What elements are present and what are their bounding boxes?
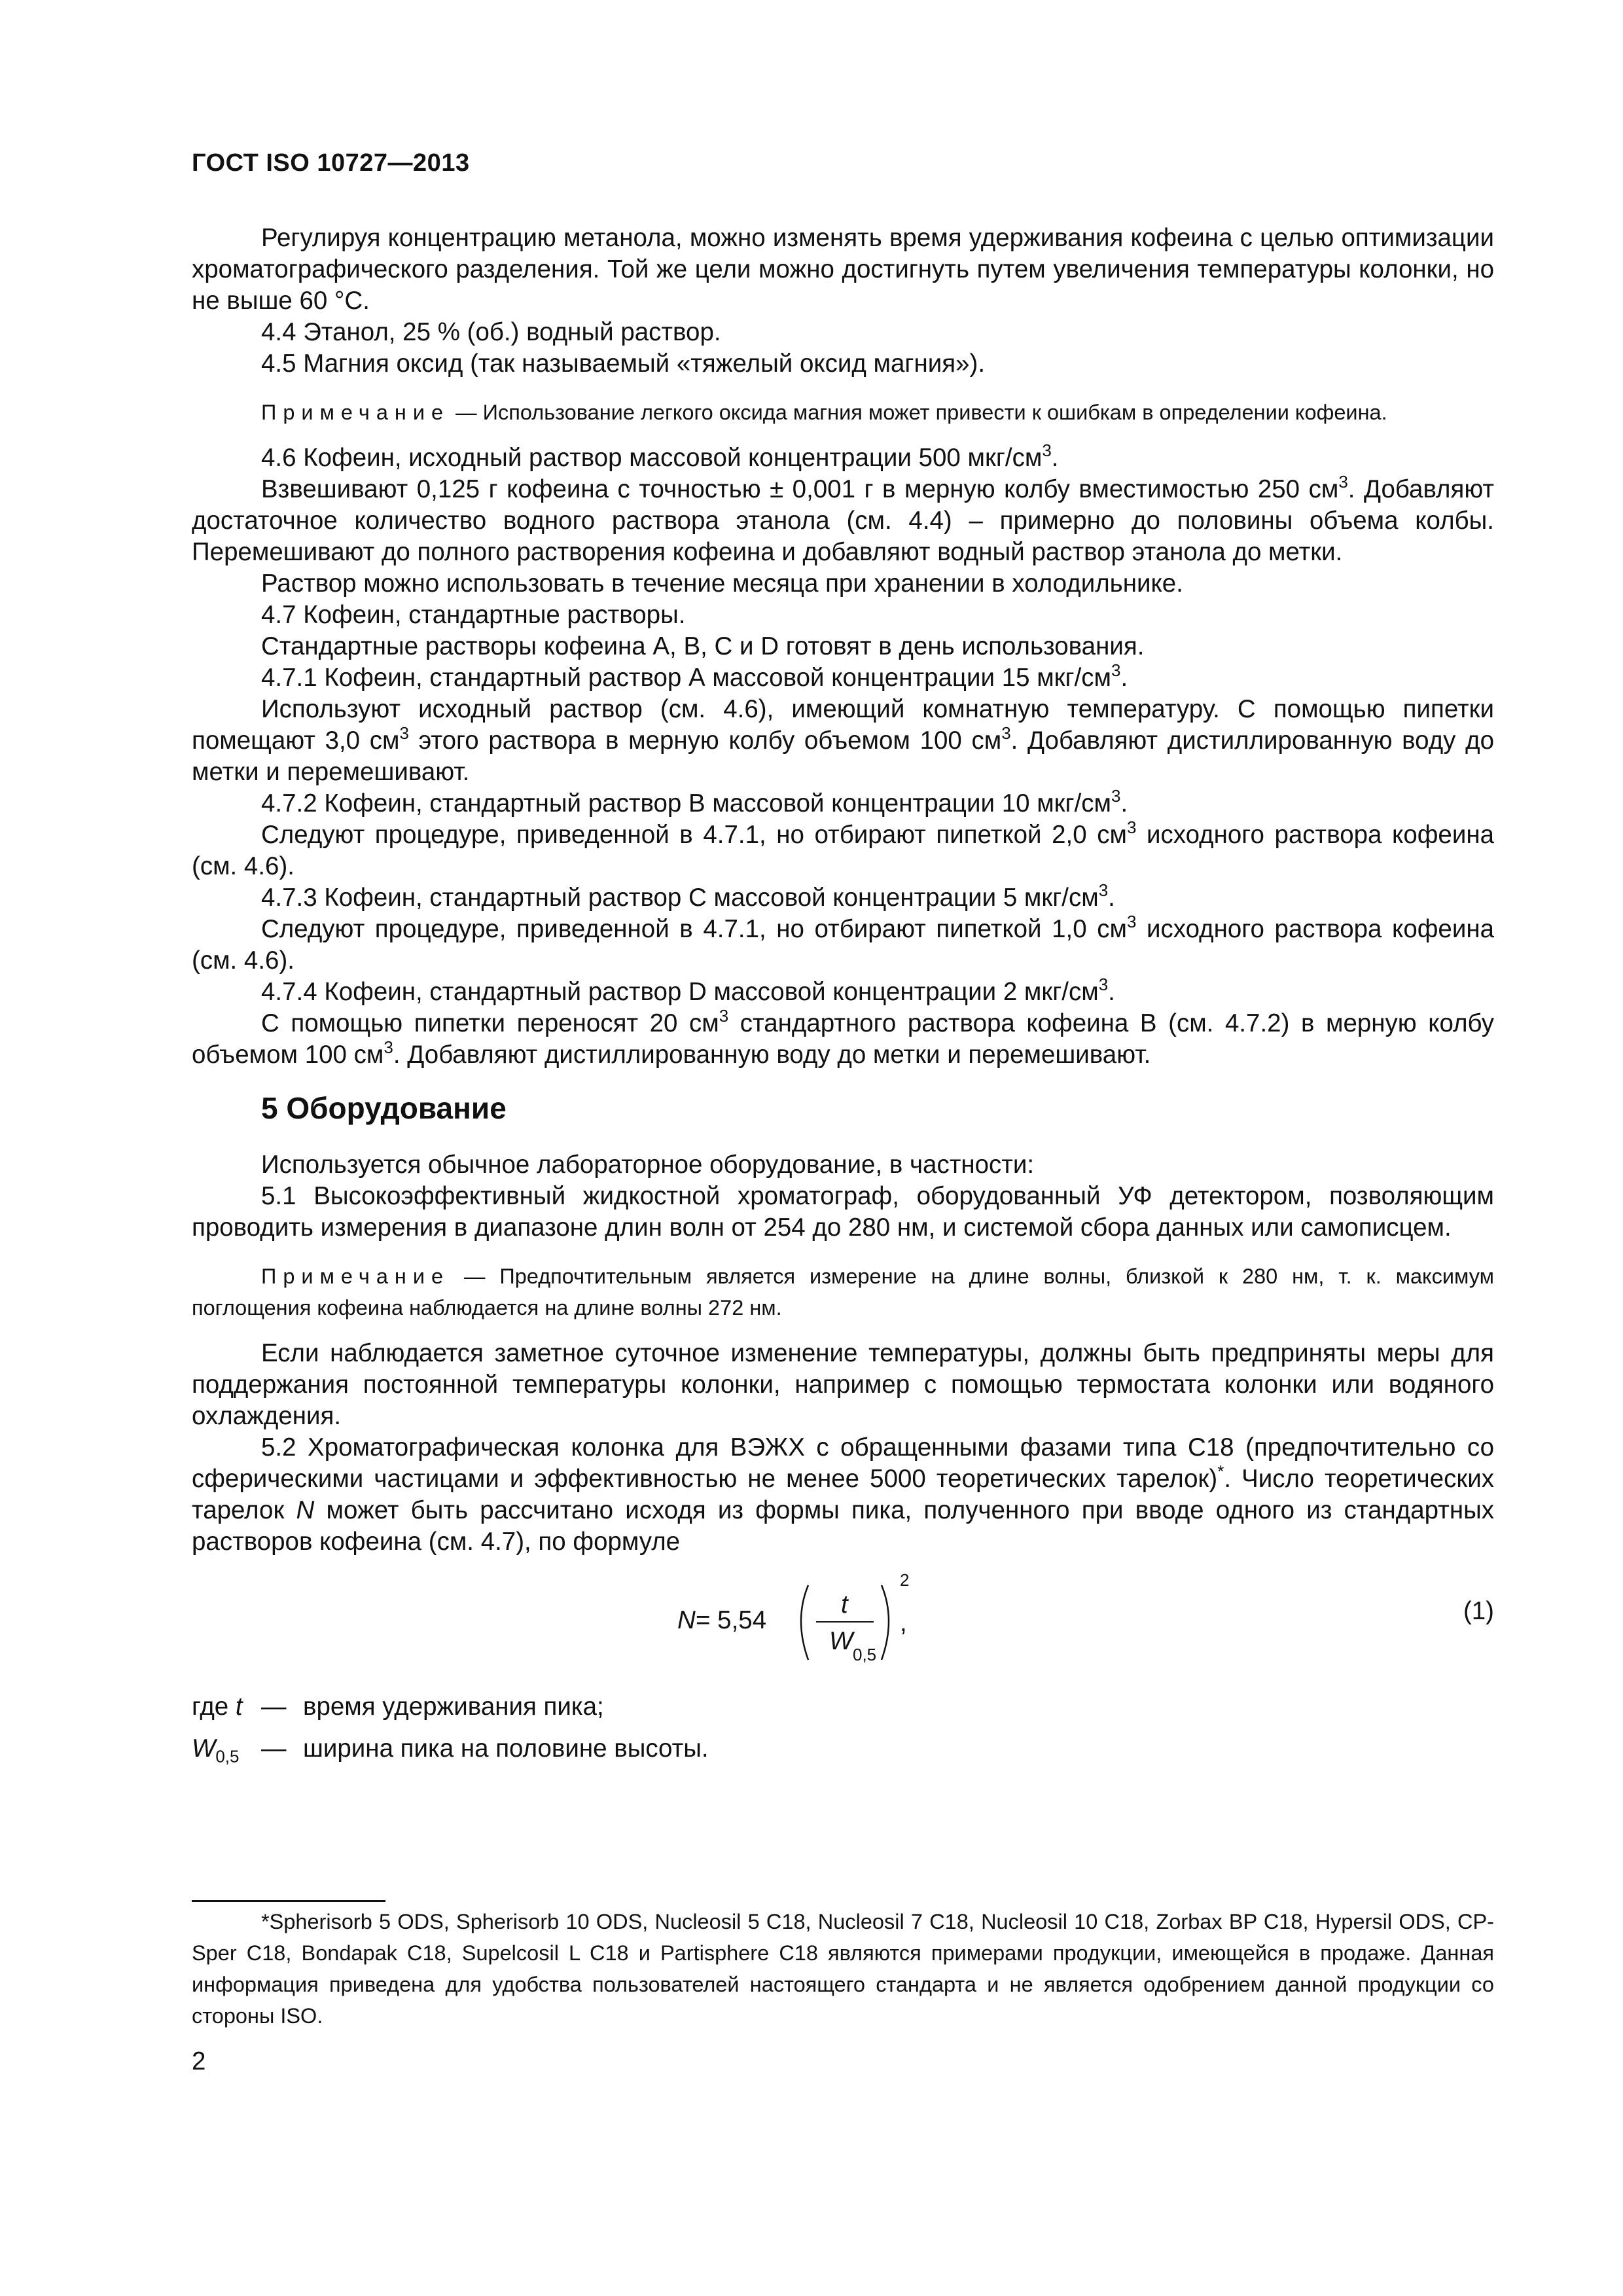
note-magnesium — [192, 397, 1494, 428]
text-run: Следуют процедуре, приведенной в 4.7.1, но отбирают пипеткой 1,0 см — [261, 915, 1127, 943]
definition-row — [192, 1691, 1494, 1733]
symbol-W: W — [192, 1734, 216, 1763]
footnote: *Spherisorb 5 ODS, Spherisorb 10 ODS, Nucleosil 5 C18, Nucleosil 7 C18, Nucleosil 10 C18, Zorbax BP C18, Hypersil ODS, CP-Sper C18, Bondapak C18, Supelcosil L C18 и Partisphere C18 являются примерами продукции, имеющейся в продаже. Данная информация приведена для удобства пользователей настоящего стандарта и не является одобрением данной продукции со стороны ISO. — [192, 1910, 1494, 2028]
text-run: Используют исходный раствор (см. 4.6), имеющий комнатную температуру. С помощью пипетки помещают 3,0 см — [192, 695, 1494, 755]
item-5-2 — [192, 1432, 1494, 1558]
item-4-7-2 — [192, 788, 1494, 819]
text-run: . — [1108, 978, 1115, 1006]
paragraph-equipment-intro: Используется обычное лабораторное оборудование, в частности: — [261, 1151, 1035, 1179]
note-wavelength — [192, 1261, 1494, 1323]
item-4-7-4 — [192, 977, 1494, 1008]
standard-designation: ГОСТ ISO 10727—2013 — [192, 149, 470, 177]
text-run: этого раствора в мерную колбу объемом 100 см — [408, 726, 1002, 755]
superscript: 3 — [1338, 472, 1348, 492]
note-label: Примечание — [261, 1265, 450, 1288]
paragraph-storage: Раствор можно использовать в течение месяца при хранении в холодильнике. — [261, 569, 1183, 598]
definition-prefix: где — [192, 1693, 236, 1721]
text-run: Взвешивают 0,125 г кофеина с точностью ± 0,001 г в мерную колбу вместимостью 250 см — [261, 475, 1339, 503]
item-5-1: 5.1 Высокоэффективный жидкостной хроматограф, оборудованный УФ детектором, позволяющим проводить измерения в диапазоне длин волн от 254 до 280 нм, и системой сбора данных или самописцем. — [192, 1182, 1494, 1242]
text-run: . Число теоретических тарелок — [192, 1465, 1494, 1524]
text-run: . — [1051, 444, 1059, 472]
text-run: Следуют процедуре, приведенной в 4.7.1, но отбирают пипеткой 2,0 см — [261, 821, 1127, 849]
definition-text: ширина пика на половине высоты. — [303, 1734, 709, 1763]
note-text: — Использование легкого оксида магния может привести к ошибкам в определении кофеина. — [450, 401, 1387, 424]
text-run: . — [1120, 789, 1128, 817]
item-4-4: 4.4 Этанол, 25 % (об.) водный раствор. — [261, 318, 721, 346]
definition-symbol — [192, 1691, 243, 1723]
item-4-7-3 — [192, 882, 1494, 914]
paragraph-solution-c — [192, 914, 1494, 977]
text-run: 4.7.4 Кофеин, стандартный раствор D массовой концентрации 2 мкг/см — [261, 978, 1099, 1006]
paragraph-solution-a — [192, 694, 1494, 788]
right-paren — [882, 1585, 889, 1660]
text-run: 4.6 Кофеин, исходный раствор массовой концентрации 500 мкг/см — [261, 444, 1043, 472]
definition-dash: — — [261, 1693, 287, 1721]
text-run: 5.2 Хроматографическая колонка для ВЭЖХ с обращенными фазами типа С18 (предпочтительно со сферическими частицами и эффективностью не менее 5000 теоретических тарелок) — [192, 1433, 1494, 1493]
superscript: 3 — [1098, 975, 1109, 994]
item-4-7: 4.7 Кофеин, стандартные растворы. — [261, 601, 686, 629]
formula-row — [192, 1558, 1494, 1682]
item-4-7-1 — [192, 662, 1494, 694]
note-text: — Предпочтительным является измерение на длине волны, близкой к 280 нм, т. к. максимум поглощения кофеина наблюдается на длине волны 272 нм. — [192, 1265, 1494, 1319]
text-run: . Добавляют дистиллированную воду до метки и перемешивают. — [192, 726, 1494, 786]
formula-comma: , — [900, 1609, 907, 1637]
superscript: 3 — [1126, 817, 1137, 837]
paragraph-temperature: Если наблюдается заметное суточное изменение температуры, должны быть предприняты меры для поддержания постоянной температуры колонки, например с помощью термостата колонки или водяного охлаждения. — [192, 1339, 1494, 1430]
superscript: 3 — [383, 1037, 393, 1057]
text-run: . — [1120, 664, 1128, 692]
text-run: исходного раствора кофеина (см. 4.6). — [192, 821, 1494, 880]
equation-number: (1) — [1463, 1597, 1494, 1625]
formula-denominator-subscript: 0,5 — [853, 1645, 877, 1664]
paragraph-solution-d — [192, 1008, 1494, 1071]
text-run: С помощью пипетки переносят 20 см — [261, 1009, 719, 1037]
superscript: 3 — [1111, 786, 1121, 806]
note-label: Примечание — [261, 401, 450, 424]
definition-symbol — [192, 1733, 240, 1772]
superscript: 3 — [1001, 723, 1011, 743]
paragraph-standards: Стандартные растворы кофеина А, В, С и D готовят в день использования. — [261, 632, 1145, 660]
text-run: 4.7.1 Кофеин, стандартный раствор А массовой концентрации 15 мкг/см — [261, 664, 1111, 692]
section-heading-equipment: 5 Оборудование — [261, 1091, 507, 1125]
text-run: может быть рассчитано исходя из формы пика, полученного при вводе одного из стандартных растворов кофеина (см. 4.7), по формуле — [192, 1496, 1495, 1556]
symbol-t: t — [235, 1693, 243, 1721]
symbol-W-subscript: 0,5 — [215, 1746, 240, 1767]
footnote-separator — [192, 1900, 385, 1902]
superscript: 3 — [1126, 912, 1137, 931]
footnote-marker: * — [1217, 1462, 1224, 1481]
text-run: стандартного раствора кофеина В (см. 4.7.2) в мерную колбу объемом 100 см — [192, 1009, 1494, 1069]
superscript: 3 — [1098, 880, 1109, 900]
formula-denominator: W — [829, 1627, 853, 1655]
definition-dash: — — [261, 1734, 287, 1763]
text-run: 4.7.2 Кофеин, стандартный раствор В массовой концентрации 10 мкг/см — [261, 789, 1111, 817]
formula-exponent: 2 — [900, 1570, 910, 1590]
item-4-5: 4.5 Магния оксид (так называемый «тяжелый оксид магния»). — [261, 350, 986, 378]
superscript: 3 — [399, 723, 409, 743]
superscript: 3 — [1111, 660, 1121, 680]
item-4-6 — [192, 442, 1494, 474]
superscript: 3 — [1042, 440, 1052, 460]
text-run: 4.7.3 Кофеин, стандартный раствор С массовой концентрации 5 мкг/см — [261, 884, 1099, 912]
definition-text: время удерживания пика; — [303, 1693, 604, 1721]
text-run: . Добавляют дистиллированную воду до метки и перемешивают. — [393, 1041, 1151, 1069]
symbol-definitions — [192, 1691, 1494, 1775]
formula-plate-count — [677, 1558, 939, 1682]
definition-row — [192, 1733, 1494, 1775]
left-paren — [801, 1585, 808, 1660]
paragraph-methanol: Регулируя концентрацию метанола, можно изменять время удерживания кофеина с целью оптимизации хроматографического разделения. Той же цели можно достигнуть путем увеличения температуры колонки, но не выше 60 °С. — [192, 224, 1494, 315]
paragraph-weighing — [192, 474, 1494, 568]
page-number: 2 — [192, 2047, 206, 2075]
formula-numerator: t — [841, 1590, 848, 1619]
superscript: 3 — [719, 1006, 729, 1026]
formula-coefficient: = 5,54 — [696, 1606, 767, 1634]
symbol-N: N — [296, 1496, 315, 1524]
text-run: . Добавляют достаточное количество водного раствора этанола (см. 4.4) – примерно до половины объема колбы. Перемешивают до полного растворения кофеина и добавляют водный раствор этанола до метки. — [192, 475, 1495, 566]
formula-lhs: N — [677, 1606, 696, 1634]
text-run: . — [1108, 884, 1115, 912]
paragraph-solution-b — [192, 819, 1494, 882]
text-run: исходного раствора кофеина (см. 4.6). — [192, 915, 1494, 975]
page-body — [192, 223, 1494, 1775]
